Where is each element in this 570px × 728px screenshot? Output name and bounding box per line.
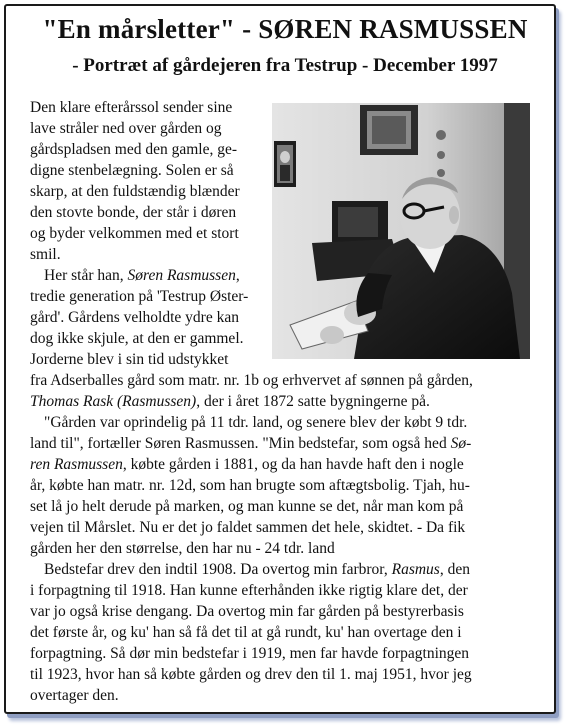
article-line: og byder velkommen med et stort	[30, 225, 239, 242]
article-line: lave stråler ned over gården og	[30, 120, 222, 137]
article-text: , købte gården i 1881, og da han havde haft den i nogle	[122, 456, 464, 473]
article-line: forpagtning. Så dør min bedstefar i 1919, men far havde forpagtningen	[30, 645, 470, 662]
article-line: fra Adserballes gård som matr. nr. 1b og erhvervet af sønnen på gården,	[30, 372, 473, 389]
article-text: , der i året 1872 satte bygningerne på.	[196, 393, 430, 410]
person-name: Søren Rasmussen	[127, 267, 236, 284]
article-line: gården her den størrelse, den har nu - 24 tdr. land	[30, 540, 335, 557]
article-line: gård'. Gårdens velholdte ydre kan	[30, 309, 239, 326]
person-name: Sø-	[450, 435, 472, 452]
article-line: det første år, og ku' han så få det til at gå rundt, ku' han overtage den i	[30, 624, 462, 641]
article-line: Jorderne blev i sin tid udstykket	[30, 351, 229, 368]
article-line	[30, 391, 430, 412]
article-line: tredie generation på 'Testrup Øster-	[30, 288, 249, 305]
article-line	[30, 454, 464, 475]
article-line: gårdspladsen med den gamle, ge-	[30, 141, 238, 158]
person-name: ren Rasmussen	[30, 456, 123, 473]
person-name: Rasmus	[391, 561, 440, 578]
article-line: var jo også krise dengang. Da overtog min far gården på bestyrerbasis	[30, 603, 464, 620]
article-line: Den klare efterårssol sender sine	[30, 99, 233, 116]
article-line: til 1923, hvor han så købte gården og drev den til 1. maj 1951, hvor jeg	[30, 666, 472, 683]
article-line	[44, 265, 240, 286]
article-text: , den	[439, 561, 470, 578]
article-line: "Gården var oprindelig på 11 tdr. land, og senere blev der købt 9 tdr.	[44, 414, 468, 431]
article-line	[44, 559, 470, 580]
article-line: den stovte bonde, der står i døren	[30, 204, 237, 221]
article-line: vejen til Mårslet. Nu er det jo faldet sammen det hele, skidtet. - Da fik	[30, 519, 466, 536]
article-subtitle: - Portræt af gårdejeren fra Testrup - December 1997	[72, 55, 498, 76]
article-line: set lå jo helt derude på marken, og man kunne se det, når man kom på	[30, 498, 464, 515]
article-text: land til", fortæller Søren Rasmussen. "Min bedstefar, som også hed	[30, 435, 451, 452]
photo-man-reading-icon	[272, 103, 530, 359]
article-line: smil.	[30, 246, 61, 263]
person-name: Thomas Rask (Rasmussen)	[30, 393, 197, 410]
article-line: år, købte han matr. nr. 12d, som han brugte som aftægtsbolig. Tjah, hu-	[30, 477, 470, 494]
article-title: "En mårsletter" - SØREN RASMUSSEN	[42, 14, 528, 44]
article-line: dog ikke skjule, at den er gammel.	[30, 330, 244, 347]
article-line: digne stenbelægning. Solen er så	[30, 162, 234, 179]
article-text: Her står han,	[44, 267, 128, 284]
article-line: overtager den.	[30, 687, 119, 704]
article-text: ,	[235, 267, 240, 284]
article-line	[30, 433, 471, 454]
article-text: Bedstefar drev den indtil 1908. Da overtog min farbror,	[44, 561, 392, 578]
article-line: skarp, at den fuldstændig blænder	[30, 183, 240, 200]
article-line: i forpagtning til 1918. Han kunne efterhånden ikke rigtig klare det, der	[30, 582, 468, 599]
